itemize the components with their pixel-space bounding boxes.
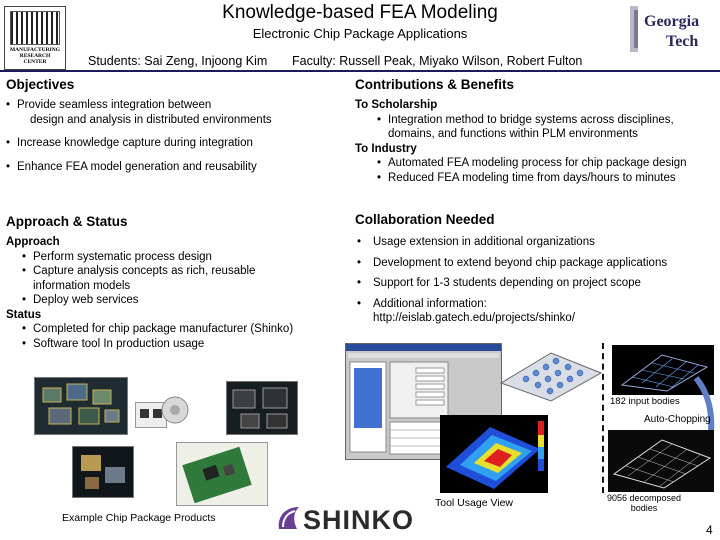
faculty-line: Faculty: Russell Peak, Miyako Wilson, Robert Fulton [292, 54, 583, 68]
industry-item: • Reduced FEA modeling time from days/hours to minutes [377, 171, 715, 186]
contributions-list [355, 98, 715, 185]
chip-packages-photo [34, 377, 128, 435]
poster-title: Knowledge-based FEA Modeling [222, 2, 498, 23]
industry-item: • Automated FEA modeling process for chip package design [377, 156, 715, 171]
students-line: Students: Sai Zeng, Injoong Kim [88, 54, 268, 68]
circuit-board-photo [176, 442, 268, 506]
collaboration-heading: Collaboration Needed [355, 212, 495, 227]
auto-chopping-label: Auto-Chopping [644, 414, 711, 425]
status-item: • Software tool In production usage [22, 337, 346, 352]
decomposed-bodies-image [608, 430, 714, 492]
objective-item: • Provide seamless integration between [6, 98, 346, 113]
scholarship-label: To Scholarship [355, 99, 438, 111]
collaboration-link[interactable]: http://eislab.gatech.edu/projects/shinko/ [373, 312, 576, 324]
mrc-emblem [10, 11, 60, 45]
objectives-heading: Objectives [6, 77, 75, 92]
svg-text:Georgia: Georgia [644, 13, 700, 30]
poster-subtitle: Electronic Chip Package Applications [252, 26, 468, 41]
approach-list [6, 235, 346, 351]
collaboration-item: • Additional information: [357, 297, 717, 312]
approach-label: Approach [6, 236, 60, 248]
dashed-divider [602, 343, 604, 493]
manufacturing-research-center-logo: MANUFACTURING RESEARCH CENTER [4, 6, 66, 70]
collaboration-item: • Support for 1-3 students depending on project scope [357, 276, 717, 291]
approach-item: • Capture analysis concepts as rich, reusable [22, 264, 346, 279]
collaboration-list [357, 235, 717, 326]
products-caption: Example Chip Package Products [62, 512, 216, 524]
approach-item: • Deploy web services [22, 293, 346, 308]
georgia-tech-logo [628, 4, 716, 54]
shinko-emblem-icon [275, 503, 301, 533]
header-divider [0, 70, 720, 72]
fea-result-plot [440, 415, 548, 493]
svg-text:Tech: Tech [666, 33, 699, 50]
input-bodies-label: 182 input bodies [610, 396, 680, 407]
status-item: • Completed for chip package manufacturer (Shinko) [22, 322, 346, 337]
approach-heading: Approach & Status [6, 214, 128, 229]
scholarship-item: • Integration method to bridge systems across disciplines, [377, 113, 715, 128]
industry-label: To Industry [355, 142, 417, 155]
objective-item: • Enhance FEA model generation and reusability [6, 160, 346, 175]
fea-input-model [496, 343, 606, 403]
contributions-heading: Contributions & Benefits [355, 77, 514, 92]
page-number: 4 [706, 523, 713, 537]
approach-item-cont: information models [33, 279, 131, 292]
collaboration-item: • Development to extend beyond chip package applications [357, 256, 717, 271]
objectives-list [6, 98, 346, 174]
tool-usage-caption: Tool Usage View [435, 497, 514, 509]
objective-item: • Increase knowledge capture during integration [6, 136, 346, 151]
chip-module-photo [72, 446, 134, 498]
collaboration-item: • Usage extension in additional organizations [357, 235, 717, 250]
scholarship-item-cont: domains, and functions within PLM environments [388, 128, 638, 140]
approach-item: • Perform systematic process design [22, 250, 346, 265]
chip-packages-photo-2 [226, 381, 298, 435]
wafer-photo [160, 395, 190, 425]
status-label: Status [6, 308, 42, 321]
objective-item-cont: design and analysis in distributed environments [30, 113, 272, 126]
shinko-logo: SHINKO [303, 505, 415, 535]
decomposed-bodies-label: 9056 decomposed bodies [606, 493, 682, 513]
